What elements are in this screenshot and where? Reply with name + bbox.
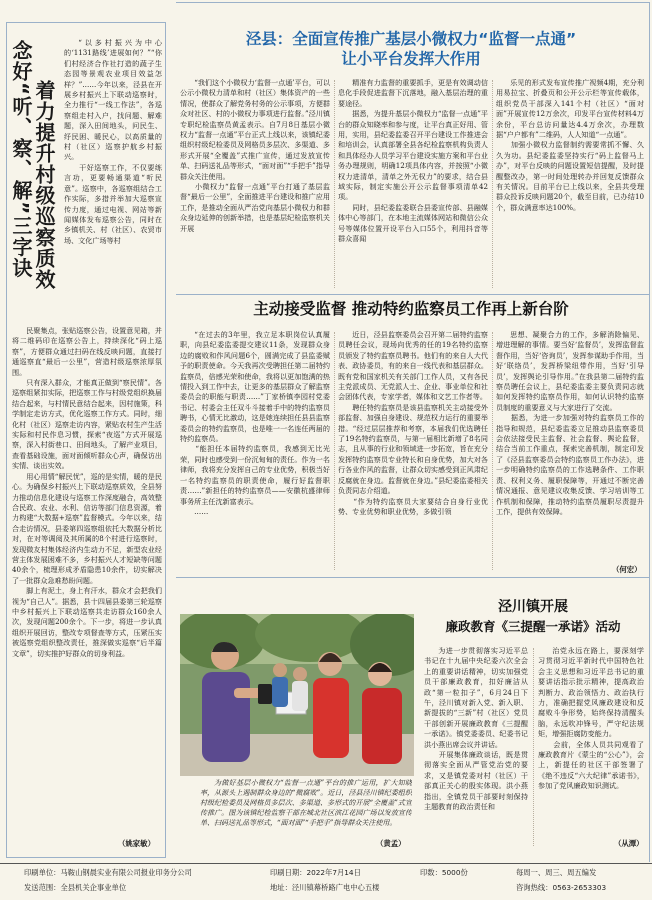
right-frame [648,2,650,862]
right-article-kicker: 泾川镇开展 [498,599,568,615]
middle-article-col1: “在过去的3年里，我立足本职岗位认真履职，向县纪委监委提交建议11条，发现群众身边的腐败和作风问题6个，圆满完成了县监委赋予的职责使命。今天我再次受聘担任第二届特约监察员，倍感光荣和使命，我将以更加饱满的热情投入到工作中去，让更多的基层群众了解监察委员会的职能与职责……”丁家桥镇李园村党委书记、村委会主任双斗斗接着手中的特约监察员聘书，心情无比激动，这是她连续担任县县监察委员会的特约监察员，也是唯一一名连任两届的特约监察员。 “能担任本届特约监察员，我感到无比光荣，同时也感受到一份沉甸甸的责任。作为一名律师，我将充分发挥自己的专业优势，积极当好一名特约监察员的职责使命，履行好监督职责……”新担任的特约监察员——安徽杭盛律师事务所主任沈新富表示。 …… [180,330,330,516]
left-feature-title-col2: 念好“听、察、解”三字诀 [9,40,33,279]
top-article-bottom-rule [176,294,650,295]
footer-phone: 咨询热线：0563-2653303 [516,883,607,892]
middle-article-bottom-rule [176,577,650,578]
right-article-byline: （从潭） [614,839,644,848]
top-frame [176,2,650,22]
footer-distributor: 发送范围：全县机关企事业单位 [24,883,127,892]
right-col-divider [533,648,534,846]
top-article-col3: 乐见的形式发布宣传推广视频4期，充分利用易拉宝、折叠页和公开公示栏等宣传载体，组织党员干部深入141个村（社区）“面对面”开展宣传12万余次，印发平台宣传材料4万余份，平台总访问量达4.4万余次，办理数据“户户都有”二维码，人人知道“一点通”。 加强小微权力监督制约需要常抓不懈、久久为功。县纪委监委坚持实行“码上监督马上办”，对平台反映的问题设置短信提醒，及时提醒整改办，第一时间处理转办并回复反馈群众有关情况。目前平台已上线以来，全县共受理群众投诉反映问题20个，截至目前，已办结10个，群众满意率达100%。 [496,78,644,212]
right-article-col2: 治党永远在路上，要深刻学习贯彻习近平新时代中国特色社会主义思想和习近平总书记的重要讲话指示批示精神，提高政治判断力、政治领悟力、政治执行力，准确把握党风廉政建设和反腐败斗争形势，始终保持清醒头脑，永远吹冲锋号，严守纪法规矩，增强拒腐防变能力。 会前，全体人员共同观看了廉政教育片《蒙尘的“公心”》，会上，新提任的社区干部签署了《绝不违反“六大纪律”承诺书》，参加了党风廉政知识测试。 [538,646,644,791]
middle-col-divider-2 [492,332,493,570]
photo-byline: （黄孟） [376,839,406,848]
right-article-headline: 廉政教育《三提醒一承诺》活动 [445,619,621,634]
news-photo [180,614,414,776]
news-photo-drawing [180,614,414,776]
footer-printer: 印刷单位：马鞍山钢晨实业有限公司报业印务分公司 [24,868,192,877]
middle-article-byline: （何宏） [612,565,642,574]
left-feature-byline: （姚家敏） [118,839,155,848]
top-article-col1: “我们这个小微权力‘监督一点通’平台，可以公示小微权力清单和村（社区）集体资产的一些情况，使群众了解党务村务的公示事项，方便群众对社区、村的小微权力事项进行监督。”泾川镇专职纪检监察员黄孟表示。自7月8日基层小微权力“监督一点通”平台正式上线以来，该镇纪委组织村级纪检委员及网格员多层次、多渠道、多形式开展“全覆盖”式推广宣传，通过发放宣传单、扫码送礼品等形式，“面对面”“手把手”指导群众关注使用。 小微权力“监督一点通”平台打通了基层监督“最后一公里”，全面推进平台建设和推广应用工作，是推动全面从严治党向基层小微权力和群众身边延伸的创新举措，也是基层纪检监察机关开展 [180,78,330,233]
top-col-divider-2 [492,80,493,288]
middle-article-headline: 主动接受监督 推动特约监察员工作再上新台阶 [253,300,569,318]
footer-copies: 印数：5000份 [420,868,468,877]
middle-article-col2: 近日，泾县监察委员会召开第二届特约监察员聘任会议，现场向优秀的任的19名特约监察员颁发了特约监察员聘书。他们有的来自人大代表、政协委员，有的来自一线代表和基层群众。既有党和国家机关有关部门工作人员，又有各民主党派成员、无党派人士、企业、事业单位和社会团体代表，专家学者，媒体和文艺工作者等。 聘任特约监察员是该县监察机关主动接受外部监督、加强自身建设、规范权力运行的重要举措。“经过层层推荐和考察，本届我们优选聘任了19名特约监察员，与第一届相比新增了8名同志，且从事的行业和领域进一步拓宽，旨在充分发挥特约监察员专业特长和自身优势，加大对各行各业作风的监督，让群众切实感受到正风肃纪反腐就在身边。监督就在身边。”县纪委监委相关负责同志介绍道。 “作为特约监察员大家要结合自身行业优势、专业优势和职业优势，多做引领 [338,330,488,516]
middle-col-divider-1 [334,332,335,570]
top-article-col2: 精准有力监督的重要抓手，更是有效调动信息化手段促进监督下沉落地，融入基层治理的重要途径。 据悉，为提升基层小微权力“监督一点通”平台的群众知晓率和参与度，让平台真正好用、管用，实用，县纪委监委召开平台建设工作推进会和培训会，认真部署全县各纪检监察机构负责人和具体经办人员学习平台建设实施方案和平台业务办理规则，明确12项具体内容，并按照“小微权力进清单，清单之外无权力”的要求，结合县域实际，制定实施公开公示监督事项清单42项。 同时，县纪委监委联合县委宣传部、县融媒体中心等部门，在本地主流媒体网站和微信公众号等媒体位置开设平台入口55个，利用抖音等群众喜闻 [338,78,488,244]
left-feature-title-col1: 着力提升村级巡察质效 [32,80,56,290]
top-article-headline: 泾县：全面宣传推广基层小微权力“监督一点通” [245,30,577,48]
footer-print-date: 印刷日期：2022年7月14日 [270,868,361,877]
right-article-col1: 为进一步贯彻落实习近平总书记在十九届中央纪委六次全会上的重要讲话精神，切实加强党员干部廉政教育，扣好廉洁从政“第一粒扣子”，6月24日下午，泾川镇对新入党、新入职、新提拔的“三新”村（社区）党员干部创新开展廉政教育《三提醒一承诺》。镇党委委员、纪委书记洪小燕出席会议并讲话。 开展集体廉政谈话，既是贯彻落实全面从严管党治党的要求，又是镇党委对村（社区）干部真正关心的殷实体现。洪小燕指出，全镇党员干部要时刻保持主题教育的政治责任和 [424,646,528,812]
left-feature-body-main: 民聚集点，张贴巡察公告，设置意见箱，并将二维码印在巡察公告上，持续深化“码上巡察”，方便群众通过扫码在线反映问题，直接打通巡察直“最后一公里”，营造村级巡察浓厚氛围。 只有深入群众，才能真正做到“察民情”。各巡察组紧扣实际，把巡察工作与村级党组织换届结合起来，与村情民意结合起来，因村施策，科学制定走访方式，优化巡察工作方式。同时，细化村（社区）巡察走访内容，紧贴农村生产生活实际和村民作息习惯，探索“夜巡”方式开展巡察，深入村街巷口、田间地头，了解产业项目，查看基础设施，面对面倾听群众心声，确保访出实情、谈出实效。 用心用情“解民忧”，巡的是实情，暖的是民心。为确保乡村振兴上下联动巡察质效，全县努力推动信息化建设与巡察工作深度融合，高效整合民政、农业、水利、信访等部门信息资源，着力构建“大数据+巡察”监督模式。今年以来，结合走访情况，县委第四巡察组依托大数据分析比对，在对等调阅及其所属的8个村进行巡察时，发现微友村集体经济内生动力不足，新型农业经营主体发展困难不多，乡村振兴人才短缺等问题40余个，梳理形成矛盾隐患10余件，切实解决了一批群众急难愁盼问题。 脚上有泥土，身上有汗水，群众才会把我们视为“自己人”。据悉，县十四届县委第三轮巡察中乡村振兴上下联动巡察共走访群众160余人次，发现问题200余个。下一步，将进一步认真组织开展回访，整改专项督查等方式，压紧压实被巡察党组织整改责任，推深做实巡察“后半篇文章”，切实推护好群众的切身利益。 [12,326,162,658]
photo-caption: 为做好基层小微权力“监督一点通”平台的推广运用，扩大知晓率，从源头上遏制群众身边的“微腐败”。近日，泾县泾川镇纪委组织村级纪检委员及网格员多层次、多渠道、多形式的开展“全覆盖”式宣传推广。图为该镇纪检监察干部在城北社区滨江花园广场以发放宣传单、扫码送礼品等形式，“面对面”“手把手”指导群众关注使用。 [200,779,412,827]
footer-top-rule [0,863,652,864]
footer-schedule: 每周一、周三、周五编发 [516,868,597,877]
footer-address: 地址：泾川镇幕桥路广电中心五楼 [270,883,380,892]
top-col-divider-1 [334,80,335,288]
middle-article-col3: 思想、凝聚合力的工作，多解消除偏见、增进理解的事情。要当好‘监督员’，发挥监督监督作用，当好‘咨询员’，发挥参谋助手作用，当好‘联络员’，发挥桥梁纽带作用，当好‘引导员’，发挥舆论引导作用。”在我县第二届特约监察员聘任会议上，县纪委监委主要负责同志就如何发挥特约监察员作用，如何认识特约监察员制度的重要意义与大家进行了交流。 据悉，为进一步加强对特约监察员工作的指导和规范，县纪委监委立足推动县监察委员会依法接受民主监督、社会监督、舆论监督，结合当前工作重点，探索完善机制，制定印发了《泾县监察委员会特约监察员工作办法》，进一步明确特约监察员的工作选聘条件、工作职责、权利义务、履职保障等，开通过不断完善情况通报、意见建议收集反馈、学习培训等工作机制和保障，推动特约监察员履职尽责提升工作，提供有效保障。 [496,330,644,516]
left-feature-body-top: “以多村振兴为中心的‘1131路线’进展如何？”“你们村经济合作社打造的蔬子生态园等景观农业项目效益怎样？”……今年以来，泾县在开展乡村振兴上下联动巡察时，全力推行“一线工作法”，各巡察组走村入户，找问题、解难题，深入田间地头，问民生、纾民困、暖民心，以高质量的村（社区）巡察护航乡村振兴。 干好巡察工作，不仅要练言功，更要畅通渠道“听民意”。巡察中，各巡察组结合工作实际，多措并举加大巡察宣传力度，通过电视、网站等新闻媒体发布巡察公告，同时在乡镇机关、村（社区）、农贸市场、文化广场等村 [64,38,162,245]
top-article-subheadline: 让小平台发挥大作用 [341,50,481,68]
